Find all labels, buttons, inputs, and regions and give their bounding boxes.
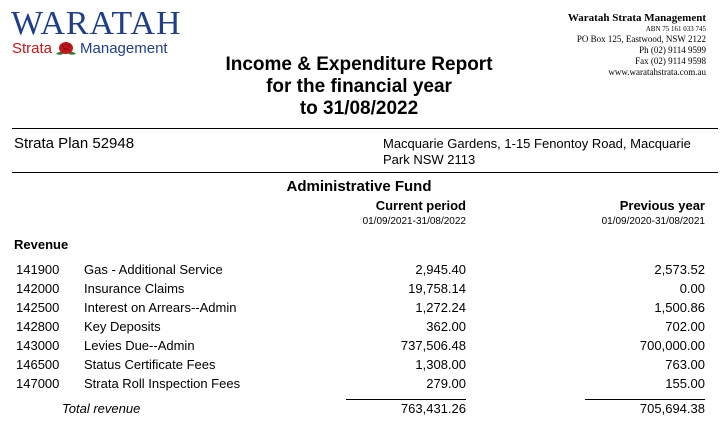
account-code: 143000 bbox=[16, 338, 60, 353]
total-revenue-label: Total revenue bbox=[62, 401, 141, 416]
table-row bbox=[0, 300, 728, 319]
current-amount: 279.00 bbox=[426, 376, 466, 391]
total-current-amount: 763,431.26 bbox=[400, 401, 466, 416]
company-fax: Fax (02) 9114 9598 bbox=[635, 56, 706, 66]
account-description: Insurance Claims bbox=[84, 281, 185, 296]
company-phone: Ph (02) 9114 9599 bbox=[639, 45, 706, 55]
divider-top bbox=[12, 128, 718, 129]
account-code: 142500 bbox=[16, 300, 60, 315]
previous-amount: 763.00 bbox=[665, 357, 705, 372]
previous-amount: 1,500.86 bbox=[654, 300, 705, 315]
current-period-range: 01/09/2021-31/08/2022 bbox=[362, 216, 466, 227]
account-description: Levies Due--Admin bbox=[84, 338, 195, 353]
report-title-line1: Income & Expenditure Report bbox=[225, 54, 493, 75]
account-description: Key Deposits bbox=[84, 319, 161, 334]
table-row bbox=[0, 281, 728, 300]
previous-year-range: 01/09/2020-31/08/2021 bbox=[601, 216, 705, 227]
total-previous-rule bbox=[585, 399, 705, 400]
current-amount: 19,758.14 bbox=[408, 281, 466, 296]
table-row bbox=[0, 319, 728, 338]
account-code: 146500 bbox=[16, 357, 60, 372]
previous-amount: 702.00 bbox=[665, 319, 705, 334]
account-description: Interest on Arrears--Admin bbox=[84, 300, 237, 315]
account-description: Status Certificate Fees bbox=[84, 357, 216, 372]
fund-title: Administrative Fund bbox=[286, 178, 432, 195]
previous-amount: 155.00 bbox=[665, 376, 705, 391]
previous-amount: 0.00 bbox=[679, 281, 705, 296]
account-code: 142800 bbox=[16, 319, 60, 334]
logo-sub-left: Strata bbox=[12, 40, 53, 57]
current-amount: 1,308.00 bbox=[415, 357, 466, 372]
table-row bbox=[0, 338, 728, 357]
account-code: 142000 bbox=[16, 281, 60, 296]
company-abn: ABN 75 161 033 745 bbox=[645, 25, 706, 33]
logo-wordmark: WARATAH bbox=[11, 5, 182, 42]
current-amount: 737,506.48 bbox=[400, 338, 466, 353]
logo-sub-right: Management bbox=[80, 40, 168, 57]
total-previous-amount: 705,694.38 bbox=[639, 401, 705, 416]
current-period-label: Current period bbox=[375, 198, 466, 213]
strata-plan-name: Strata Plan 52948 bbox=[14, 135, 135, 152]
previous-amount: 2,573.52 bbox=[654, 262, 705, 277]
table-row bbox=[0, 262, 728, 281]
total-current-rule bbox=[346, 399, 466, 400]
company-name: Waratah Strata Management bbox=[567, 12, 706, 24]
previous-amount: 700,000.00 bbox=[639, 338, 705, 353]
report-title-line2: for the financial year bbox=[266, 76, 452, 97]
previous-year-label: Previous year bbox=[619, 198, 705, 213]
table-row bbox=[0, 357, 728, 376]
table-row bbox=[0, 376, 728, 395]
divider-fund bbox=[12, 172, 718, 173]
current-amount: 362.00 bbox=[426, 319, 466, 334]
company-address: PO Box 125, Eastwood, NSW 2122 bbox=[576, 34, 706, 44]
account-code: 141900 bbox=[16, 262, 60, 277]
revenue-heading: Revenue bbox=[14, 237, 69, 252]
current-amount: 2,945.40 bbox=[415, 262, 466, 277]
strata-plan-address: Macquarie Gardens, 1-15 Fenontoy Road, Macquarie Park NSW 2113 bbox=[383, 136, 691, 167]
account-description: Strata Roll Inspection Fees bbox=[84, 376, 241, 391]
report-title-line3: to 31/08/2022 bbox=[299, 98, 419, 119]
account-code: 147000 bbox=[16, 376, 60, 391]
current-amount: 1,272.24 bbox=[415, 300, 466, 315]
company-website: www.waratahstrata.com.au bbox=[608, 67, 706, 77]
account-description: Gas - Additional Service bbox=[84, 262, 223, 277]
report-title bbox=[0, 54, 718, 120]
